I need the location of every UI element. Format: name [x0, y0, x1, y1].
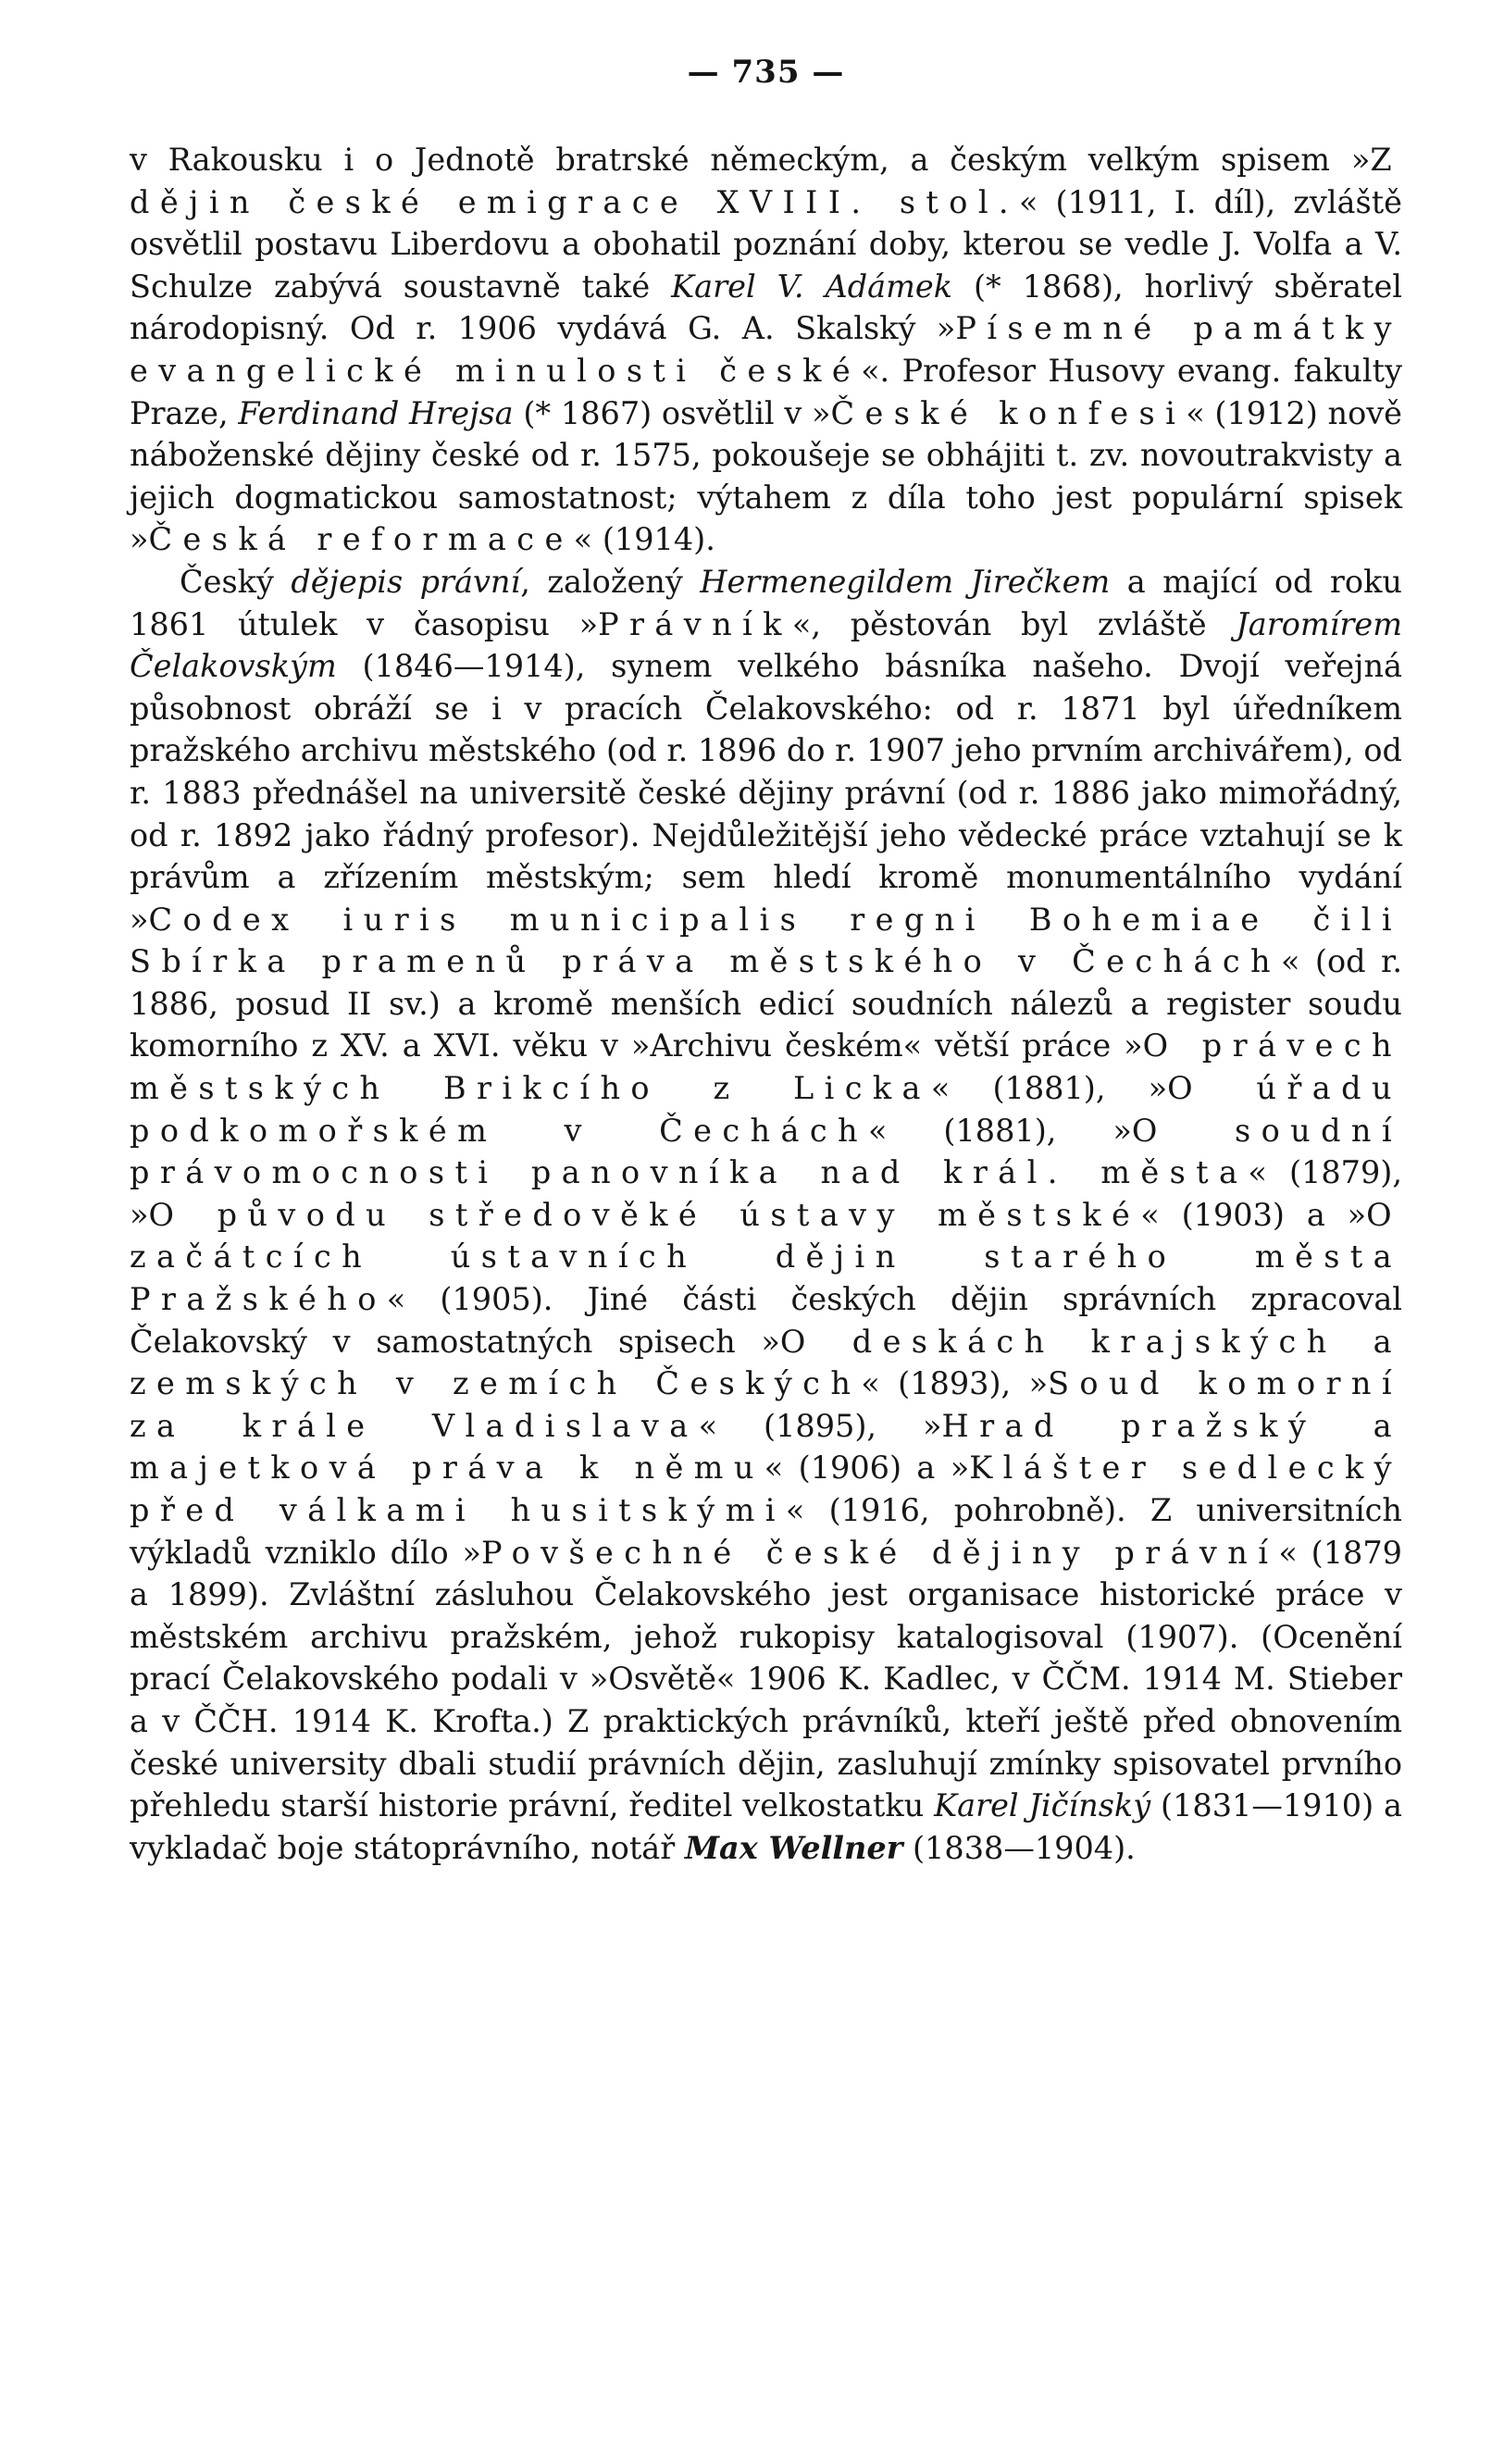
emphasized-name: Hermenegildem Jirečkem — [700, 563, 1111, 600]
body-text — [130, 139, 1402, 1869]
spaced-title: O soudní právomocnosti panovníka nad král. města — [130, 1112, 1403, 1191]
text-run: « (1879), » — [130, 1154, 1402, 1233]
text-run: « (od r. 1886, posud II sv.) a kromě menších edicí soudních nálezů a register soudu komorního z XV. a XVI. věku v »Archivu českém« větší práce » — [130, 943, 1403, 1064]
emphasized-name: Karel Jičínský — [934, 1787, 1151, 1824]
text-run: « (1881), » — [930, 1070, 1168, 1107]
text-run: « (1906) a » — [764, 1450, 970, 1487]
emphasized-name: Ferdinand Hrejsa — [238, 394, 514, 431]
text-run: (* 1868), horlivý sběratel národopisný. Od r. 1906 vydává G. A. Skalský » — [130, 268, 1403, 347]
text-run: « (1881), » — [867, 1112, 1132, 1149]
text-run: (1831—1910) a vykladač boje státoprávního, notář — [130, 1787, 1402, 1866]
spaced-title: Z dějin české emigrace XVIII. stol. — [130, 142, 1402, 220]
text-run: « (1911, I. díl), zvláště osvětlil postavu Liberdovu a obohatil poznání doby, kterou se vedle J. Volfa a V. Schulze zabývá soustavně také — [130, 183, 1402, 305]
text-run: a mající od roku 1861 útulek v časopisu » — [130, 563, 1402, 642]
emphasized-name: Jaromírem Čelakovským — [130, 605, 1402, 685]
text-run: Český — [180, 563, 292, 600]
spaced-title: České konfesi — [830, 394, 1187, 431]
emphasized-name: dějepis právní — [291, 563, 521, 600]
paragraph — [130, 561, 1402, 1869]
emphasized-name: Karel V. Adámek — [671, 268, 953, 305]
spaced-title: O deskách krajských a zemských v zemích Českých — [130, 1323, 1402, 1402]
text-run: « (1903) a » — [1140, 1196, 1367, 1233]
spaced-title: Klášter sedlecký před válkami husitskými — [130, 1450, 1402, 1528]
text-run: «. Profesor Husovy evang. fakulty Praze, — [130, 352, 1402, 431]
text-run: (1838—1904). — [902, 1829, 1136, 1866]
text-run: « (1916, pohrobně). Z universitních výkladů vzniklo dílo » — [130, 1492, 1402, 1571]
text-run: « (1912) nově náboženské dějiny české od r. 1575, pokoušeje se obhájiti t. zv. novoutrakvisty a jejich dogmatickou samostatnost; výtahem z díla toho jest populární spisek » — [130, 394, 1402, 558]
text-run: (1846—1914), synem velkého básníka našeho. Dvojí veřejná působnost obráží se i v pracích Čelakovského: od r. 1871 byl úředníkem pražského archivu městského (od r. 1896 do r. 1907 jeho prvním archivářem), od r. 1883 přednášel na universitě české dějiny právní (od r. 1886 jako mimořádný, od r. 1892 jako řádný profesor). Nejdůležitější jeho vědecké práce vztahují se k právům a zřízením městským; sem hledí kromě monumentálního vydání » — [130, 648, 1402, 938]
spaced-title: Hrad pražský a majetková práva k němu — [130, 1407, 1402, 1487]
spaced-title: O začátcích ústavních dějin starého města Pražského — [130, 1196, 1402, 1318]
page-number: — 735 — — [687, 54, 845, 91]
text-run: , založený — [520, 563, 701, 600]
spaced-title: O právech městských Brikcího z Licka — [130, 1027, 1402, 1107]
paragraph — [130, 139, 1402, 561]
text-run: « (1895), » — [698, 1407, 942, 1444]
text-run: v Rakousku i o Jednotě bratrské německým, a českým velkým spisem » — [130, 142, 1371, 178]
spaced-title: O původu středověké ústavy městské — [148, 1196, 1141, 1233]
emphasized-name: Max Wellner — [684, 1829, 903, 1866]
spaced-title: Codex iuris municipalis regni Bohemiae čili Sbírka pramenů práva městského v Čechách — [130, 901, 1402, 980]
text-run: « (1879 a 1899). Zvláštní zásluhou Čelakovského jest organisace historické práce v městském archivu pražském, jehož rukopisy katalogisoval (1907). (Ocenění prací Čelakovského podali v »Osvětě« 1906 K. Kadlec, v ČČM. 1914 M. Stieber a v ČČH. 1914 K. Krofta.) Z praktických právníků, kteří ještě před obnovením české university dbali studií právních dějin, zasluhují zmínky spisovatel prvního přehledu starší historie právní, ředitel velkostatku — [130, 1534, 1402, 1824]
spaced-title: Česká reformace — [148, 521, 574, 558]
spaced-title: Písemné památky evangelické minulosti české — [130, 310, 1402, 389]
spaced-title: Právník — [598, 605, 792, 642]
text-run: « (1893), » — [861, 1365, 1049, 1402]
spaced-title: Soud komorní za krále Vladislava — [130, 1365, 1402, 1444]
text-run: « (1905). Jiné části českých dějin správních zpracoval Čelakovský v samostatných spisech » — [130, 1281, 1402, 1360]
text-run: (* 1867) osvětlil v » — [513, 394, 831, 431]
text-run: « (1914). — [573, 521, 715, 558]
text-run: «, pěstován byl zvláště — [791, 605, 1237, 642]
spaced-title: Povšechné české dějiny právní — [481, 1534, 1279, 1571]
spaced-title: O úřadu podkomořském v Čechách — [130, 1070, 1402, 1149]
